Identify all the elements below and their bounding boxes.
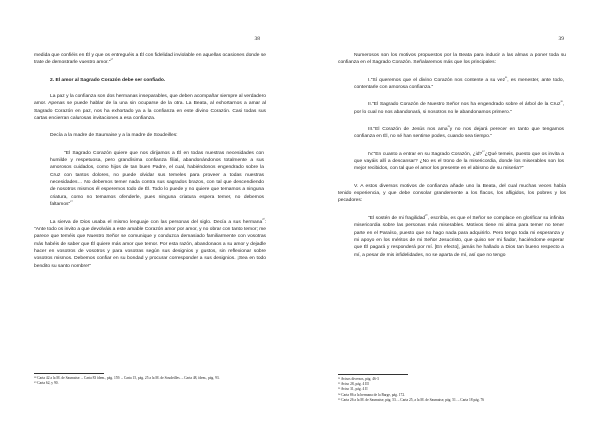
quote-text: y no nos dejará perecer en tanto que tengamos confianza en Él, no sé han sentirse podes, cuando sea tiempo."	[354, 127, 564, 140]
footnote-ref: ¹⁸	[110, 57, 113, 62]
page-body	[338, 52, 566, 266]
quote-text: "El sostén de mi fragilidad	[368, 215, 426, 221]
page-body	[34, 52, 266, 277]
quote-text: , por lo cual no nos abandonará, si nosotros no le abandonamos primero."	[354, 102, 564, 115]
quote-block	[50, 150, 264, 209]
footnote-ref: ²⁵	[425, 213, 428, 218]
footnote-ref: ²⁴	[482, 149, 485, 154]
footnote: ²⁴ Carta 86 a la hermana de la Barge, pág. 172.	[338, 392, 406, 397]
paragraph-text: : "Ante todo os invito a que devolváis a este amable Corazón amor por amor, y no obrar con tanto temor; me parece que teméis que Nuestro Señor se comunique y conduzca demasiado familiarmente con vosotras más habéis de saber que Él quiere más amor que temor. Por esta razón, abandonaos a su amor y dejadle hacer en vosotros de vosotros y para vosotras según sus designios y gustos, sin reflexionar sobre vosotros mismos. Debemos confiar en su bondad y procurar corresponder a sus designios. ¡Sea en todo bendito su santo nombre!"	[34, 219, 266, 269]
footnote-ref: ²³	[447, 124, 450, 129]
quote-block	[354, 77, 564, 92]
quote-text: I."Sí queremos que el divino Corazón nos contente a su vez	[368, 77, 506, 83]
paragraph	[34, 216, 266, 270]
footnote: ²⁵ Carta 26 a la M. de Saumaise, pág. 53. – Carta 25, a la M. de Saumaise, pág. 51. – Carta 18 pág. 76	[338, 397, 485, 402]
footnote: ¹⁹ Carta 62, y 90.	[34, 381, 59, 386]
footnotes	[338, 374, 564, 403]
page-number: 39	[558, 36, 564, 42]
paragraph-text: La sierva de Dios usaba el mismo lenguaje con las personas del siglo. Decía a sus hermana	[50, 219, 263, 225]
footnote-ref: ¹⁹	[70, 199, 73, 204]
quote-block	[354, 101, 564, 116]
quote-text: , escribía, es que el Señor se complace en glorificar su infinita misericordia sobre las personas más miserables. Motivos tiene mi alma para temer no tener parte en el Paraíso, puesto que no hago nada para adquirirlo. Pero tengo toda mi esperanza y mi apoyo en los méritos de mi Señor Jesucristo, que quiso ser mi fiador, haciéndome esperar que Él pagará y responderá por mí. [En efecto], jamás he hallado a Dios tan bueno respecto a mí, a pesar de mis infidelidades, no se aparta de mí, así que no tengo	[354, 215, 564, 258]
paragraph: Decía a la madre de Saumaise y a la madre de Soudeilles:	[50, 133, 178, 139]
footnote: ²² Aviso 28, pág. 4 III	[338, 382, 369, 387]
footnote-ref: ²²	[560, 99, 563, 104]
footnote: ²³ Aviso 31, pág. 4 II	[338, 387, 368, 392]
quote-block	[354, 151, 564, 173]
right-page	[300, 0, 600, 424]
paragraph: Numerosos son los motivos propuestos por la Beata para inducir a las almas a poner toda su confianza en el Sagrado Corazón. Señalaremos más que los principales:	[338, 53, 566, 66]
page-number: 38	[254, 36, 260, 42]
quote-text: III."El Corazón de Jesús nos ama	[368, 127, 448, 133]
footnote: ¹⁸ Carta 42 a la M. de Saumaise. – Carta 83 ídem., pág. 159. – Carta 15, pág. 25 a la M. de Soudeilles. – Carta 48, ídem., pág. 93.	[34, 376, 220, 380]
footnote-ref: ²¹	[505, 75, 508, 80]
paragraph	[34, 52, 266, 67]
quote-text: "El Sagrado Corazón quiere que nos dirijamos a Él en todas nuestras necesidades con humilde y respetuosa, pero grandísima confianza filial, abandonándonos totalmente a sus amorosos cuidados, como hijos de tan buen Padre, el cual, habiéndonos engendrado sobre la Cruz con tantos dolores, no puede olvidar sus temeles para proveer a todas nuestras necesidades… No debemos temer nada contra sus sagrados brazos, con tal que descendiendo de nosotros mismos él esperemos todo de Él. Todo lo puede y no quiere que temamos a ninguna criatura, como no temamos ofenderle, pues ninguna criatura espera temer, no debemos faltamos"	[50, 150, 264, 208]
quote-text: , es menester, ante todo, contentarle con amorosa confianza."	[354, 77, 564, 91]
footnote: ²¹ Avisos diversos, pág. 46-3	[338, 377, 379, 381]
paragraph: V. A estos diversos motivos de confianza añade uno la Beata, del cual muchas veces había tenido experiencia, y que debe consolar grandemente a los flacos, los afligidos, los pobres y los pecadores:	[338, 183, 566, 204]
footnote-rule	[338, 374, 408, 375]
footnotes	[34, 373, 260, 386]
footnote-ref: ²⁰	[262, 216, 265, 221]
paragraph: La paz y la confianza son dos hermanas inseparables, que deben acompañar siempre al verdadero amor. Apenas se puede hablar de la una sin ocuparse de la otra. La Beata, al exhortarnos a amar al Sagrado Corazón en paz, nos ha exhortado ya a la confianza en este divino Corazón. Casi todas sus cartas encierran calurosas invitaciones a esa confianza.	[34, 94, 266, 122]
quote-block	[354, 126, 564, 141]
footnote-rule	[34, 373, 104, 374]
quote-block	[354, 215, 564, 259]
paragraph-text: medida que confiéis en Él y que os entreguéis a Él con fidelidad inviolable en aquellas ocasiones donde se trate de demostrarle vuestro amor."	[34, 53, 266, 66]
quote-text: ¿Qué temeis, puesto que os invita a que vayáis allí a descansar? ¿No es el trono de la misericordia, donde los miserables son los mejor recibidos, con tal que el amor los presente en el abismo de su miseria?"	[354, 151, 564, 172]
quote-text: II."El Sagrado Corazón de Nuestro Señor nos ha engendrado sobre el árbol de la Cruz	[368, 102, 561, 108]
section-heading: 2. El amor al Sagrado Corazón debe ser confiado.	[50, 77, 166, 83]
quote-text: IV."En cuanto a entrar en su Sagrado Corazón, ¿id?	[368, 151, 483, 157]
